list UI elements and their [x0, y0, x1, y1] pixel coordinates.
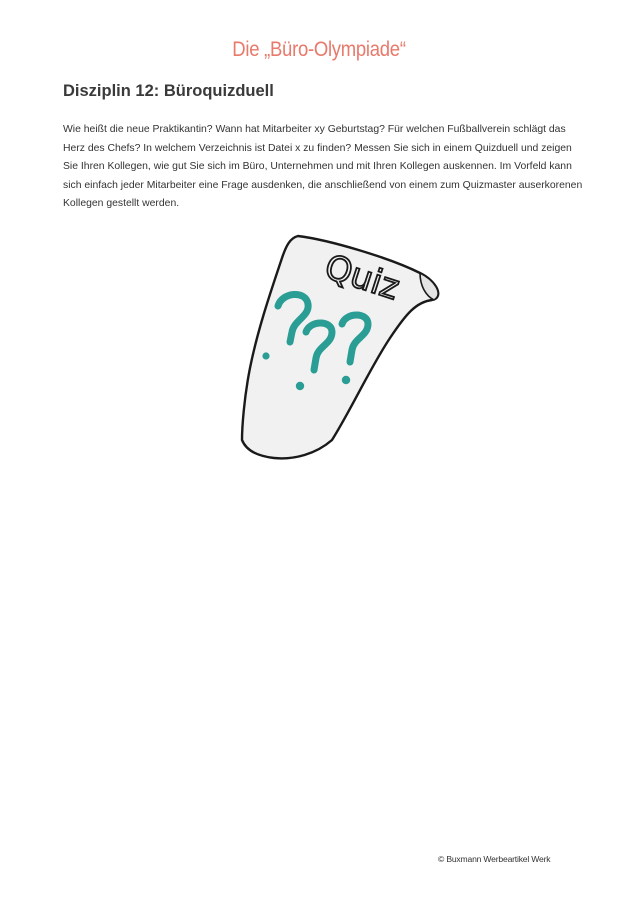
section-heading: Disziplin 12: Büroquizduell — [63, 82, 274, 100]
footer-copyright: © Buxmann Werbeartikel Werk — [438, 854, 551, 864]
quiz-paper-illustration — [220, 228, 465, 460]
body-paragraph: Wie heißt die neue Praktikantin? Wann hat Mitarbeiter xy Geburtstag? Für welchen Fußballverein schlägt das Herz des Chefs? In welchem Verzeichnis ist Datei x zu finden? Messen Sie sich in einem Quizduell und zeigen Sie Ihren Kollegen, wie gut Sie sich im Büro, Unternehmen und mit Ihren Kollegen auskennen. Im Vorfeld kann sich einfach jeder Mitarbeiter eine Frage ausdenken, die anschließend von einem zum Quizmaster auserkorenen Kollegen gestellt werden. — [63, 124, 583, 210]
quiz-word: Quiz — [319, 246, 405, 309]
page-title: Die „Büro-Olympiade“ — [232, 38, 406, 61]
